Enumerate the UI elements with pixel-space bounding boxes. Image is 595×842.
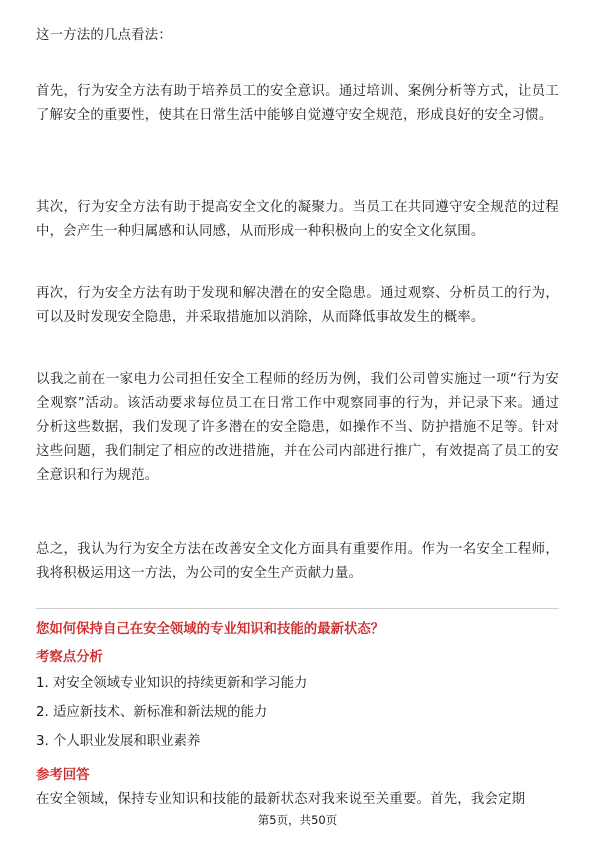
intro-line: 这一方法的几点看法： [36, 28, 172, 43]
analysis-heading: 考察点分析 [36, 650, 103, 665]
paragraph-third: 再次，行为安全方法有助于发现和解决潜在的安全隐患。通过观察、分析员工的行为，可以及时发现安全隐患，并采取措施加以消除，从而降低事故发生的概率。 [36, 286, 559, 325]
answer-text: 在安全领域，保持专业知识和技能的最新状态对我来说至关重要。首先，我会定期 [36, 792, 526, 807]
paragraph-first: 首先，行为安全方法有助于培养员工的安全意识。通过培训、案例分析等方式，让员工了解安全的重要性，使其在日常生活中能够自觉遵守安全规范，形成良好的安全习惯。 [36, 84, 559, 123]
paragraph-example: 以我之前在一家电力公司担任安全工程师的经历为例，我们公司曾实施过一项“行为安全观察”活动。该活动要求每位员工在日常工作中观察同事的行为，并记录下来。通过分析这些数据，我们发现了许多潜在的安全隐患，如操作不当、防护措施不足等。针对这些问题，我们制定了相应的改进措施，并在公司内部进行推广，有效提高了员工的安全意识和行为规范。 [36, 372, 559, 483]
analysis-item: 2. 适应新技术、新标准和新法规的能力 [36, 705, 268, 720]
analysis-item: 1. 对安全领域专业知识的持续更新和学习能力 [36, 676, 308, 691]
answer-heading: 参考回答 [36, 768, 90, 783]
analysis-item: 3. 个人职业发展和职业素养 [36, 734, 201, 749]
question-heading: 您如何保持自己在安全领域的专业知识和技能的最新状态？ [36, 622, 385, 637]
paragraph-second: 其次，行为安全方法有助于提高安全文化的凝聚力。当员工在共同遵守安全规范的过程中，会产生一种归属感和认同感，从而形成一种积极向上的安全文化氛围。 [36, 200, 559, 239]
paragraph-conclusion: 总之，我认为行为安全方法在改善安全文化方面具有重要作用。作为一名安全工程师，我将积极运用这一方法，为公司的安全生产贡献力量。 [36, 542, 559, 581]
page-footer: 第5页，共50页 [257, 813, 338, 827]
section-divider [36, 608, 559, 609]
